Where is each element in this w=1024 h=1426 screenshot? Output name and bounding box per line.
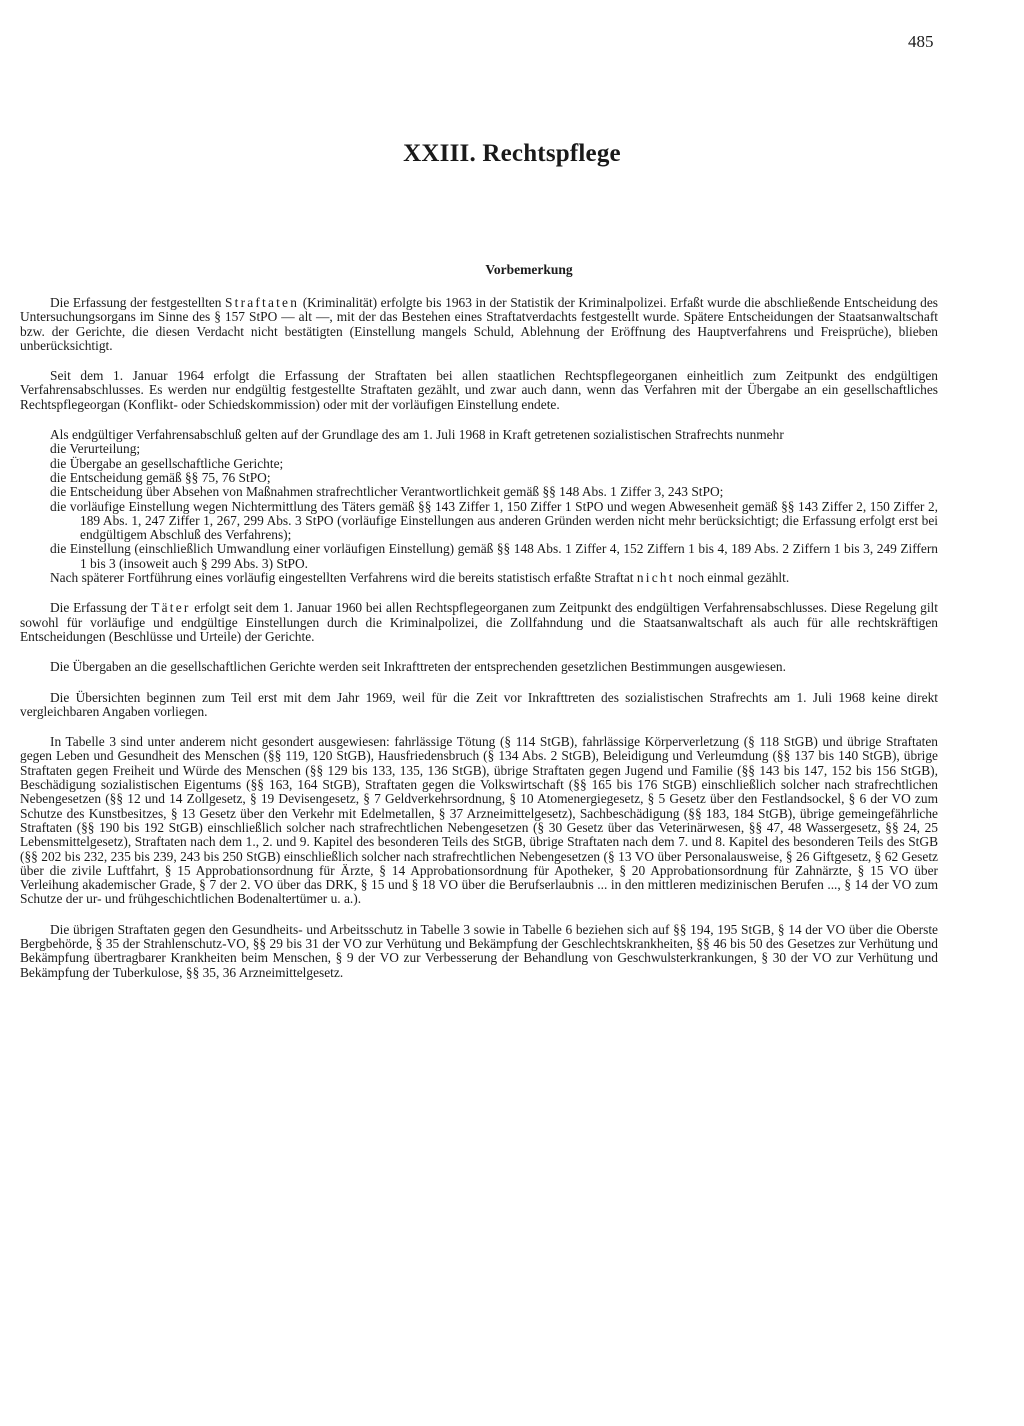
paragraph-4-text-cont: noch einmal gezählt. [674, 570, 790, 586]
list-item: die Verurteilung; [50, 441, 141, 457]
paragraph-3: Als endgültiger Verfahrensabschluß gelten auf der Grundlage des am 1. Juli 1968 in Kraft getretenen sozialistischen Strafrechts nunmehr [50, 427, 784, 443]
page-title: XXIII. Rechtspflege [403, 140, 621, 167]
emphasis-straftaten: Straftaten [225, 295, 300, 310]
paragraph-4 [20, 571, 938, 585]
paragraph-1 [20, 296, 938, 353]
paragraph-1-text-cont: (Kriminalität) erfolgte bis 1963 in der Statistik der Kriminalpolizei. Erfaßt wurde die abschließende Entscheidung des Untersuchungsorgans im Sinne des § 157 StPO — alt —, mit der das Bestehen eines Straftatverdachts festgestellt wurde. Spätere Entscheidungen der Staatsanwaltschaft bzw. der Gerichte, die diesen Verdacht nicht bestätigten (Einstellung mangels Schuld, Ablehnung der Eröffnung des Hauptverfahrens und Freisprüche), blieben unberücksichtigt. [20, 295, 938, 353]
paragraph-5-text-cont: erfolgt seit dem 1. Januar 1960 bei allen Rechtspflegeorganen zum Zeitpunkt des endgültigen Verfahrensabschlusses. Diese Regelung gilt sowohl für vorläufige und endgültige Einstellungen durch die Kriminalpolizei, die Zollfahndung und die Staatsanwaltschaft als auch für alle rechtskräftigen Entscheidungen (Beschlüsse und Urteile) der Gerichte. [20, 600, 938, 644]
emphasis-nicht: nicht [636, 570, 675, 586]
list-item: die Entscheidung über Absehen von Maßnahmen strafrechtlicher Verantwortlichkeit gemäß §§ 148 Abs. 1 Ziffer 3, 243 StPO; [50, 484, 724, 500]
paragraph-7: Die Übersichten beginnen zum Teil erst mit dem Jahr 1969, weil für die Zeit vor Inkrafttreten des sozialistischen Strafrechts am 1. Juli 1968 keine direkt vergleichbaren Angaben vorliegen. [20, 689, 938, 719]
paragraph-1-text: Die Erfassung der festgestellten [50, 295, 226, 310]
section-subtitle: Vorbemerkung [485, 262, 573, 277]
paragraph-5 [20, 601, 938, 644]
page-number: 485 [908, 32, 934, 51]
paragraph-5-text: Die Erfassung der [50, 600, 152, 616]
paragraph-9: Die übrigen Straftaten gegen den Gesundheits- und Arbeitsschutz in Tabelle 3 sowie in Tabelle 6 beziehen sich auf §§ 194, 195 StGB, § 14 der VO über die Oberste Bergbehörde, § 35 der Strahlenschutz-VO, §§ 29 bis 31 der VO zur Verhütung und Bekämpfung der Geschlechtskrankheiten, §§ 46 bis 50 des Gesetzes zur Verhütung und Bekämpfung übertragbarer Krankheiten beim Menschen, § 9 der VO zur Verbesserung der Behandlung von Geschwulsterkrankungen, § 30 der VO zur Verhütung und Bekämpfung der Tuberkulose, §§ 35, 36 Arzneimittelgesetz. [20, 921, 938, 980]
list-item: die vorläufige Einstellung wegen Nichtermittlung des Täters gemäß §§ 143 Ziffer 1, 150 Ziffer 1 StPO und wegen Abwesenheit gemäß §§ 143 Ziffer 2, 150 Ziffer 2, 189 Abs. 1, 247 Ziffer 1, 267, 299 Abs. 3 StPO (vorläufige Einstellungen aus anderen Gründen werden nicht mehr berücksichtigt; die Erfassung erfolgt erst bei endgültigem Abschluß des Verfahrens); [50, 498, 938, 543]
list-item: die Einstellung (einschließlich Umwandlung einer vorläufigen Einstellung) gemäß §§ 148 Abs. 1 Ziffer 4, 152 Ziffern 1 bis 4, 189 Abs. 2 Ziffern 1 bis 3, 249 Ziffern 1 bis 3 (insoweit auch § 299 Abs. 3) StPO. [50, 541, 938, 571]
paragraph-6: Die Übergaben an die gesellschaftlichen Gerichte werden seit Inkrafttreten der entsprechenden gesetzlichen Bestimmungen ausgewiesen. [50, 659, 786, 675]
proceedings-list [20, 442, 938, 571]
paragraph-2: Seit dem 1. Januar 1964 erfolgt die Erfassung der Straftaten bei allen staatlichen Rechtspflegeorganen einheitlich zum Zeitpunkt des endgültigen Verfahrensabschlusses. Es werden nur endgültig festgestellte Straftaten gezählt, und zwar auch dann, wenn das Verfahren mit der Übergabe an ein gesellschaftliches Rechtspflegeorgan (Konflikt- oder Schiedskommission) oder mit der vorläufigen Einstellung endete. [20, 368, 938, 412]
emphasis-taeter: Täter [151, 600, 191, 616]
paragraph-4-text: Nach späterer Fortführung eines vorläufig eingestellten Verfahrens wird die bereits statistisch erfaßte Straftat [50, 570, 637, 586]
body-text [20, 296, 938, 996]
list-item: die Übergabe an gesellschaftliche Gerichte; [50, 455, 284, 471]
paragraph-8: In Tabelle 3 sind unter anderem nicht gesondert ausgewiesen: fahrlässige Tötung (§ 114 StGB), fahrlässige Körperverletzung (§ 118 StGB) und übrige Straftaten gegen Leben und Gesundheit des Menschen (§§ 119, 120 StGB), Hausfriedensbruch (§ 134 Abs. 2 StGB), Beleidigung und Verleumdung (§§ 137 bis 140 StGB), übrige Straftaten gegen Freiheit und Würde des Menschen (§§ 129 bis 133, 135, 136 StGB), übrige Straftaten gegen Jugend und Familie (§§ 143 bis 147, 152 bis 156 StGB), Beschädigung sozialistischen Eigentums (§§ 163, 164 StGB), Straftaten gegen die Volkswirtschaft (§§ 165 bis 176 StGB) einschließlich solcher nach strafrechtlichen Nebengesetzen (§§ 12 und 14 Zollgesetz, § 19 Devisengesetz, § 7 Geldverkehrsordnung, § 10 Atomenergiegesetz, § 5 Gesetz über den Festlandsockel, § 6 der VO zum Schutze des Kunstbesitzes, § 13 Gesetz über den Verkehr mit Edelmetallen, § 37 Arzneimittelgesetz), Sachbeschädigung (§§ 183, 184 StGB), übrige gemeingefährliche Straftaten (§§ 190 bis 192 StGB) einschließlich solcher nach strafrechtlichen Nebengesetzen (§ 30 Gesetz über das Veterinärwesen, §§ 47, 48 Wassergesetz, §§ 24, 25 Lebensmittelgesetz), Straftaten nach dem 1., 2. und 9. Kapitel des besonderen Teils des StGB, übrige Straftaten nach dem 7. und 8. Kapitel des besonderen Teils des StGB (§§ 202 bis 232, 235 bis 239, 243 bis 250 StGB) einschließlich solcher nach strafrechtlichen Nebengesetzen (§ 13 VO über Personalausweise, § 26 Giftgesetz, § 62 Gesetz über die zivile Luftfahrt, § 15 Approbationsordnung für Ärzte, § 14 Approbationsordnung für Apotheker, § 20 Approbationsordnung für Zahnärzte, § 15 VO über Verleihung akademischer Grade, § 7 der 2. VO über das DRK, § 15 und § 18 VO über die Berufserlaubnis ... in den mittleren medizinischen Berufen ..., § 14 der VO zum Schutze der ur- und frühgeschichtlichen Bodenaltertümer u. a.). [20, 734, 938, 907]
list-item: die Entscheidung gemäß §§ 75, 76 StPO; [50, 469, 271, 485]
